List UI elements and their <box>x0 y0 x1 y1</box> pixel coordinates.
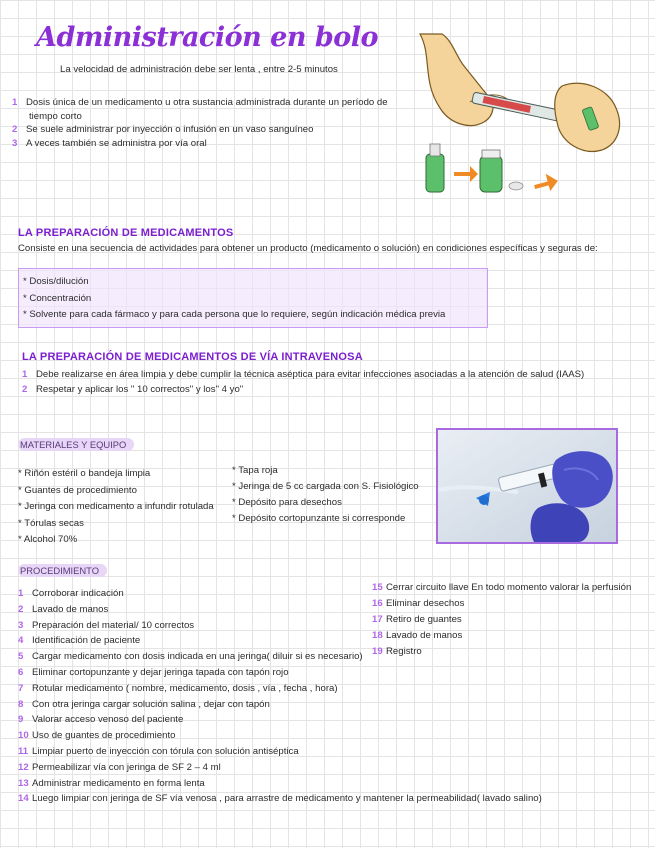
list-item: 18 Lavado de manos <box>372 630 463 641</box>
list-item: 17 Retiro de guantes <box>372 614 462 625</box>
list-item: * Depósito para desechos <box>232 497 342 508</box>
list-item: 19 Registro <box>372 646 422 657</box>
list-item: * Tapa roja <box>232 465 278 476</box>
box-item: * Dosis/dilución <box>23 276 89 287</box>
list-item: 3 A veces también se administra por vía oral <box>12 137 207 149</box>
list-item: 10 Uso de guantes de procedimiento <box>18 730 176 742</box>
materials-left-list <box>18 466 214 549</box>
box-item: * Concentración <box>23 292 92 304</box>
list-item: 1 Debe realizarse en área limpia y debe cumplir la técnica aséptica para evitar infecciones asociadas a la atención de salud (IAAS) <box>22 369 585 380</box>
section-description: Consiste en una secuencia de actividades para obtener un producto (medicamento o solución) en condiciones específicas y seguras de: <box>18 243 598 254</box>
list-item: 15 Cerrar circuito llave En todo momento valorar la perfusión <box>372 582 632 593</box>
list-item: 6 Eliminar cortopunzante y dejar jeringa tapada con tapón rojo <box>18 666 289 678</box>
list-item: 2 Lavado de manos <box>18 603 109 615</box>
list-item: 8 Con otra jeringa cargar solución salina , dejar con tapón <box>18 698 270 710</box>
intravenosa-list <box>22 367 584 397</box>
gloved-hands-photo <box>436 428 618 544</box>
list-item: 4 Identificación de paciente <box>18 635 141 647</box>
list-item: 1 Dosis única de un medicamento u otra sustancia administrada durante un período de <box>12 97 388 108</box>
list-item-continuation: tiempo corto <box>29 110 82 122</box>
list-item: 11 Limpiar puerto de inyección con tórula con solución antiséptica <box>18 745 299 757</box>
list-item: * Tórulas secas <box>18 517 84 529</box>
list-item: 12 Permeabilizar vía con jeringa de SF 2 – 4 ml <box>18 761 221 773</box>
list-item: * Guantes de procedimiento <box>18 484 137 496</box>
list-item: 13 Administrar medicamento en forma lenta <box>18 777 205 789</box>
procedure-right-list <box>372 580 631 660</box>
highlight-box <box>18 268 488 328</box>
list-item: 5 Cargar medicamento con dosis indicada en una jeringa( diluir si es necesario) <box>18 651 363 663</box>
list-item: 1 Corroborar indicación <box>18 588 124 599</box>
list-item: * Alcohol 70% <box>18 534 78 545</box>
list-item: 16 Eliminar desechos <box>372 598 465 609</box>
list-item: 7 Rotular medicamento ( nombre, medicamento, dosis , vía , fecha , hora) <box>18 682 338 694</box>
list-item: 3 Preparación del material/ 10 correctos <box>18 619 195 631</box>
list-item: 2 Se suele administrar por inyección o infusión en un vaso sanguíneo <box>12 124 314 135</box>
page-title: Administración en bolo <box>36 22 379 53</box>
list-item: * Jeringa de 5 cc cargada con S. Fisiológico <box>232 481 419 492</box>
section-heading-procedimiento: PROCEDIMIENTO <box>18 564 107 577</box>
list-item: 2 Respetar y aplicar los " 10 correctos" y los" 4 yo" <box>22 384 244 395</box>
box-item: * Solvente para cada fármaco y para cada persona que lo requiere, según indicación médica previa <box>23 309 446 320</box>
list-item: * Riñón estéril o bandeja limpia <box>18 468 151 479</box>
list-item: * Depósito cortopunzante si corresponde <box>232 513 406 524</box>
intro-list <box>12 96 388 150</box>
list-item: 9 Valorar acceso venoso del paciente <box>18 714 184 726</box>
syringe-hands-illustration <box>412 26 634 202</box>
section-heading-preparacion: LA PREPARACIÓN DE MEDICAMENTOS <box>18 227 234 239</box>
section-heading-intravenosa: LA PREPARACIÓN DE MEDICAMENTOS DE VÍA INTRAVENOSA <box>22 351 363 363</box>
subtitle: La velocidad de administración debe ser lenta , entre 2-5 minutos <box>60 64 338 75</box>
list-item: * Jeringa con medicamento a infundir rotulada <box>18 501 214 512</box>
materials-right-list <box>232 463 419 527</box>
list-item: 14 Luego limpiar con jeringa de SF vía venosa , para arrastre de medicamento y mantener la permeabilidad( lavado salino) <box>18 793 542 805</box>
section-heading-materiales: MATERIALES Y EQUIPO <box>18 438 134 451</box>
